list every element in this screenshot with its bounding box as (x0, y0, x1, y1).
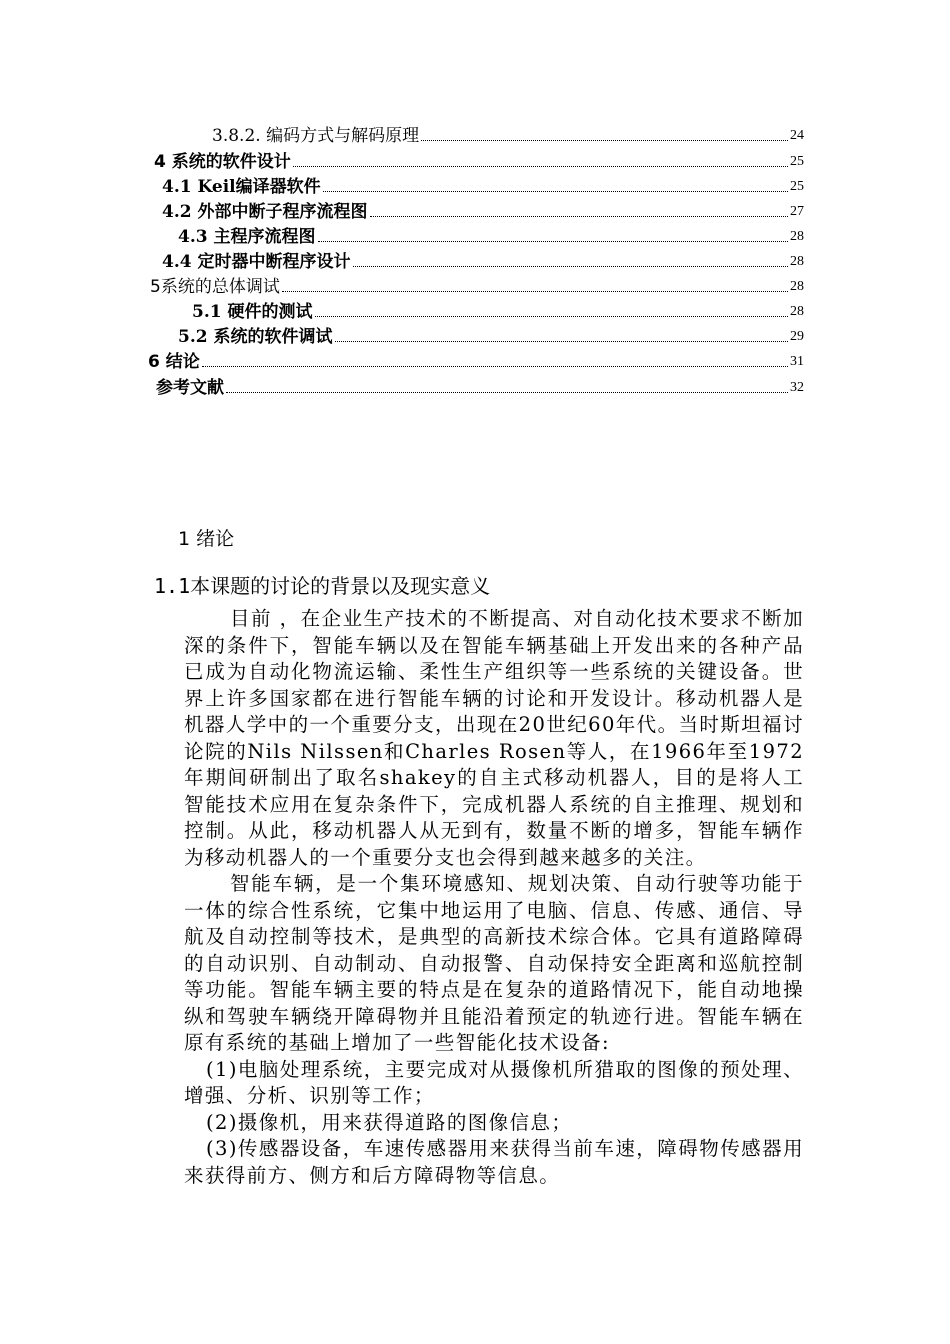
toc-entry-page: 25 (790, 154, 804, 169)
toc-leader-dots (335, 340, 789, 342)
toc-entry-title: 5.2 系统的软件调试 (178, 327, 333, 347)
toc-leader-dots (370, 215, 789, 217)
toc-entry-title: 3.8.2. 编码方式与解码原理 (212, 126, 420, 146)
section-title: 1.1本课题的讨论的背景以及现实意义 (154, 574, 491, 598)
toc-entry-title: 参考文献 (156, 378, 224, 398)
toc-leader-dots (226, 391, 788, 393)
toc-entry-page: 28 (790, 229, 804, 244)
toc-entry-page: 29 (790, 329, 804, 344)
paragraph: (1)电脑处理系统，主要完成对从摄像机所猎取的图像的预处理、增强、分析、识别等工作； (184, 1057, 804, 1107)
toc-entry[interactable] (148, 350, 804, 372)
paragraph: 智能车辆，是一个集环境感知、规划决策、自动行驶等功能于一体的综合性系统，它集中地运用了电脑、信息、传感、通信、导航及自动控制等技术，是典型的高新技术综合体。它具有道路障碍的自动识别、自动制动、自动报警、自动保持安全距离和巡航控制等功能。智能车辆主要的特点是在复杂的道路情况下，能自动地操纵和驾驶车辆绕开障碍物并且能沿着预定的轨迹行进。智能车辆在原有系统的基础上增加了一些智能化技术设备: (184, 872, 804, 1054)
toc-leader-dots (318, 240, 789, 242)
toc-entry-page: 25 (790, 179, 804, 194)
toc-entry-page: 28 (790, 304, 804, 319)
toc-entry[interactable] (178, 325, 804, 347)
toc-entry[interactable] (212, 124, 804, 146)
toc-entry[interactable] (192, 300, 804, 322)
paragraph: 目前 ，在企业生产技术的不断提高、对自动化技术要求不断加深的条件下，智能车辆以及在智能车辆基础上开发出来的各种产品已成为自动化物流运输、柔性生产组织等一些系统的关键设备。世界上许多国家都在进行智能车辆的讨论和开发设计。移动机器人是机器人学中的一个重要分支，出现在20世纪60年代。当时斯坦福讨论院的Nils Nilssen和Charles Rosen等人，在1966年至1972年期间研制出了取名shakey的自主式移动机器人，目的是将人工智能技术应用在复杂条件下，完成机器人系统的自主推理、规划和控制。从此，移动机器人从无到有，数量不断的增多，智能车辆作为移动机器人的一个重要分支也会得到越来越多的关注。 (184, 607, 804, 869)
toc-entry[interactable] (154, 150, 804, 172)
toc-entry-title: 4.1 Keil编译器软件 (162, 177, 321, 197)
chapter-title: 1 绪论 (178, 528, 235, 550)
toc-entry-page: 24 (790, 128, 804, 143)
toc-entry-title: 6 结论 (148, 352, 200, 372)
toc-entry-page: 31 (790, 354, 804, 369)
toc-entry-title: 4.4 定时器中断程序设计 (162, 252, 351, 272)
toc-entry[interactable] (162, 250, 804, 272)
paragraph: (2)摄像机，用来获得道路的图像信息； (206, 1110, 573, 1134)
toc-entry-page: 32 (790, 380, 804, 395)
toc-entry[interactable] (150, 275, 804, 297)
body-text (184, 606, 804, 1189)
toc-leader-dots (293, 165, 788, 167)
paragraph: (3)传感器设备，车速传感器用来获得当前车速，障碍物传感器用来获得前方、侧方和后方障碍物等信息。 (184, 1137, 804, 1187)
toc-leader-dots (421, 139, 788, 141)
toc-leader-dots (282, 290, 788, 292)
toc-leader-dots (323, 190, 788, 192)
toc-entry-title: 5系统的总体调试 (150, 277, 280, 297)
toc-leader-dots (202, 365, 788, 367)
toc-entry-title: 5.1 硬件的测试 (192, 302, 313, 322)
toc-leader-dots (315, 315, 789, 317)
toc-entry-title: 4.2 外部中断子程序流程图 (162, 202, 368, 222)
toc-entry-page: 27 (790, 204, 804, 219)
toc-entry-title: 4 系统的软件设计 (154, 152, 291, 172)
toc-entry[interactable] (162, 175, 804, 197)
toc-entry-title: 4.3 主程序流程图 (178, 227, 316, 247)
toc-entry[interactable] (156, 376, 804, 398)
toc-entry[interactable] (178, 225, 804, 247)
toc-entry-page: 28 (790, 254, 804, 269)
toc-entry-page: 28 (790, 279, 804, 294)
toc-entry[interactable] (162, 200, 804, 222)
toc-leader-dots (353, 265, 789, 267)
